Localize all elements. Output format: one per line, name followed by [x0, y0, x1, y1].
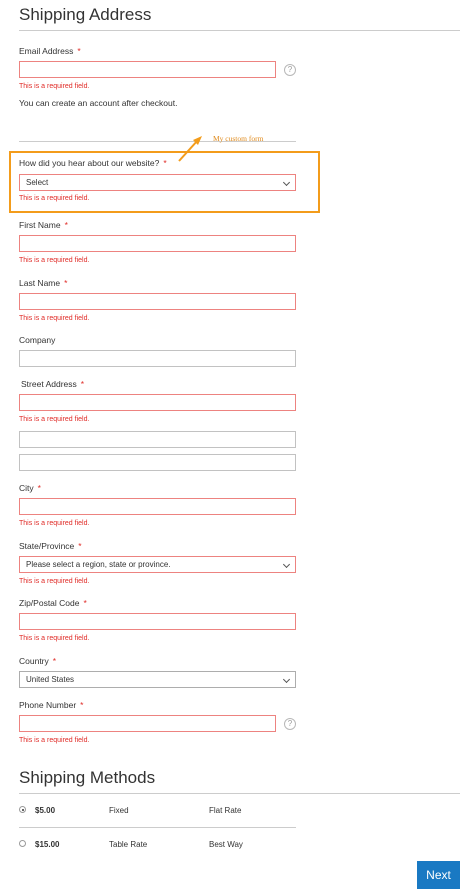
- first-name-field[interactable]: [19, 235, 296, 252]
- methods-divider: [19, 793, 460, 794]
- carrier-title: Flat Rate: [209, 806, 242, 815]
- row-divider: [19, 827, 296, 828]
- phone-label: Phone Number *: [19, 700, 84, 710]
- state-label: State/Province *: [19, 541, 82, 551]
- shipping-methods-title: Shipping Methods: [19, 768, 156, 787]
- hear-about-selected: Select: [26, 178, 49, 187]
- title-divider: [19, 30, 460, 31]
- first-name-error: This is a required field.: [19, 257, 90, 264]
- street-line3-field[interactable]: [19, 454, 296, 471]
- state-select[interactable]: [19, 556, 296, 573]
- street-line2-field[interactable]: [19, 431, 296, 448]
- chevron-down-icon: [283, 676, 290, 683]
- country-select[interactable]: [19, 671, 296, 688]
- city-field[interactable]: [19, 498, 296, 515]
- radio-icon[interactable]: [19, 840, 26, 847]
- chevron-down-icon: [283, 561, 290, 568]
- table-row[interactable]: [0, 838, 474, 852]
- custom-form-annotation: My custom form: [213, 134, 264, 143]
- help-icon[interactable]: ?: [284, 718, 296, 730]
- street-line1-field[interactable]: [19, 394, 296, 411]
- hear-about-select[interactable]: [19, 174, 296, 191]
- zip-field[interactable]: [19, 613, 296, 630]
- next-button[interactable]: Next: [417, 861, 460, 889]
- help-icon[interactable]: ?: [284, 64, 296, 76]
- custom-question-label: How did you hear about our website? *: [19, 158, 167, 168]
- radio-icon[interactable]: [19, 806, 26, 813]
- phone-error: This is a required field.: [19, 737, 90, 744]
- street-label: Street Address *: [21, 379, 85, 389]
- table-row[interactable]: [0, 804, 474, 818]
- hear-about-error: This is a required field.: [19, 195, 90, 202]
- method-price: $5.00: [35, 806, 56, 815]
- first-name-label: First Name *: [19, 220, 68, 230]
- last-name-error: This is a required field.: [19, 315, 90, 322]
- email-label: Email Address *: [19, 46, 81, 56]
- street-error: This is a required field.: [19, 416, 90, 423]
- carrier-title: Best Way: [209, 840, 243, 849]
- email-field[interactable]: [19, 61, 276, 78]
- zip-label: Zip/Postal Code *: [19, 598, 87, 608]
- account-note: You can create an account after checkout.: [19, 98, 178, 108]
- chevron-down-icon: [283, 179, 290, 186]
- last-name-field[interactable]: [19, 293, 296, 310]
- method-title: Table Rate: [109, 840, 148, 849]
- method-price: $15.00: [35, 840, 60, 849]
- last-name-label: Last Name *: [19, 278, 68, 288]
- email-error: This is a required field.: [19, 83, 90, 90]
- phone-field[interactable]: [19, 715, 276, 732]
- country-selected: United States: [26, 675, 75, 684]
- method-title: Fixed: [109, 806, 129, 815]
- company-field[interactable]: [19, 350, 296, 367]
- zip-error: This is a required field.: [19, 635, 90, 642]
- state-selected: Please select a region, state or province.: [26, 560, 171, 569]
- shipping-address-title: Shipping Address: [19, 5, 152, 24]
- state-error: This is a required field.: [19, 578, 90, 585]
- country-label: Country *: [19, 656, 57, 666]
- city-label: City *: [19, 483, 41, 493]
- company-label: Company: [19, 335, 56, 345]
- city-error: This is a required field.: [19, 520, 90, 527]
